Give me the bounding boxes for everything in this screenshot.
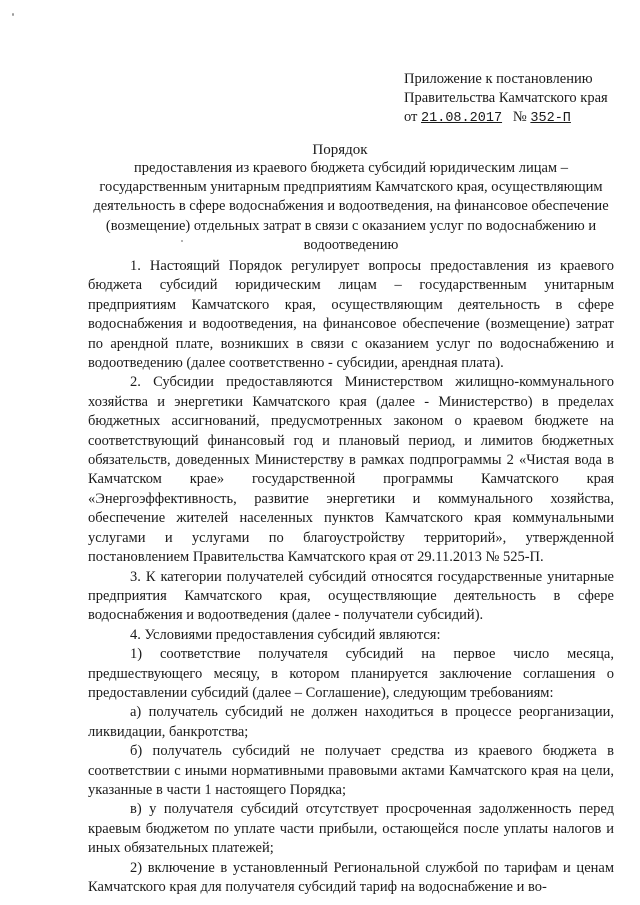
paragraph: 2. Субсидии предоставляются Министерством жилищно-коммунального хозяйства и энергетики Камчатского края (далее - Министерство) в пределах бюджетных ассигнований, предусмотренных законом о краевом бюджете на соответствующий финансовый год и плановый период, и лимитов бюджетных обязательств, доведенных Министерству в рамках подпрограммы 2 «Чистая вода в Камчатском крае» государственной программы Камчатского края «Энергоэффективность, развитие энергетики и коммунального хозяйства, обеспечение жителей населенных пунктов Камчатского края коммунальными услугами и услугами по благоустройству территорий», утвержденной постановлением Правительства Камчатского края от 29.11.2013 № 525-П. <box>88 374 614 566</box>
appendix-line: Правительства Камчатского края <box>404 90 608 106</box>
paragraph: а) получатель субсидий не должен находиться в процессе реорганизации, ликвидации, банкротства; <box>88 704 614 740</box>
paragraph: в) у получателя субсидий отсутствует просроченная задолженность перед краевым бюджетом по уплате части прибыли, остающейся после уплаты налогов и иных обязательных платежей; <box>88 801 614 857</box>
scan-speck <box>12 13 14 16</box>
appendix-line: Приложение к постановлению <box>404 71 593 87</box>
document-body <box>88 257 614 897</box>
document-title: Порядок <box>312 142 368 158</box>
paragraph: 3. К категории получателей субсидий относятся государственные унитарные предприятия Камчатского края, осуществляющие деятельность в сфере водоснабжения и водоотведения (далее - получатели субсидий). <box>88 568 614 624</box>
date-prefix: от <box>404 109 418 125</box>
paragraph: б) получатель субсидий не получает средства из краевого бюджета в соответствии с иными нормативными правовыми актами Камчатского края на цели, указанные в части 1 настоящего Порядка; <box>88 743 614 798</box>
number-prefix: № <box>512 109 527 125</box>
paragraph: 4. Условиями предоставления субсидий являются: <box>130 626 441 643</box>
appendix-header <box>404 70 608 128</box>
paragraph: 1. Настоящий Порядок регулирует вопросы предоставления из краевого бюджета субсидий юридическим лицам – государственным унитарным предприятиям Камчатского края, осуществляющим деятельность в сфере водоснабжения и водоотведения, на финансовое обеспечение (возмещение) затрат по арендной плате, возникших в связи с оказанием услуг по водоснабжению и водоотведению (далее соответственно - субсидии, арендная плата). <box>88 258 614 372</box>
resolution-number: 352-П <box>530 111 571 126</box>
paragraph: 2) включение в установленный Региональной службой по тарифам и ценам Камчатского края для получателя субсидий тариф на водоснабжение и во- <box>88 859 614 895</box>
resolution-date: 21.08.2017 <box>421 111 503 126</box>
paragraph: 1) соответствие получателя субсидий на первое число месяца, предшествующего месяцу, в котором планируется заключение соглашения о предоставлении субсидий (далее – Соглашение), следующим требованиям: <box>88 646 614 701</box>
document-subtitle: предоставления из краевого бюджета субсидий юридическим лицам – государственным унитарным предприятиям Камчатского края, осуществляющим деятельность в сфере водоснабжения и водоотведения, на финансовое обеспечение (возмещение) отдельных затрат в связи с оказанием услуг по водоснабжению и водоотведению <box>93 160 609 253</box>
appendix-date-line <box>404 108 608 128</box>
